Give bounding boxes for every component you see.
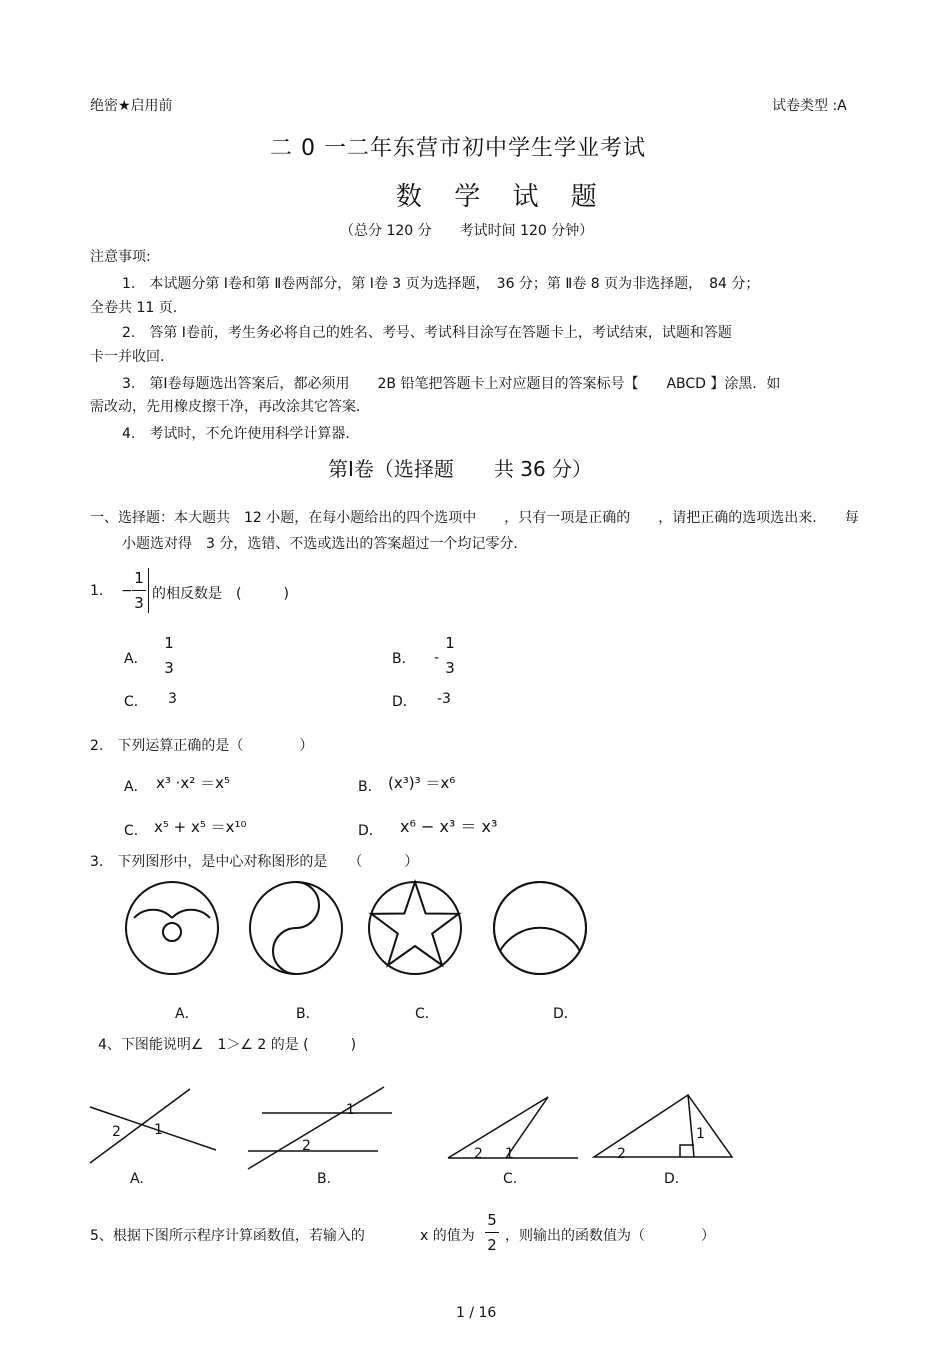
q2-stem: 2. 下列运算正确的是（ ） xyxy=(90,738,314,754)
note-line-2: 2. 答第 Ⅰ卷前，考生务必将自己的姓名、考号、考试科目涂写在答题卡上，考试结束，试题和答题 xyxy=(122,325,732,341)
q4-d-right-angle xyxy=(680,1145,694,1157)
exam-subtitle: 数 学 试 题 xyxy=(396,182,609,212)
q3-label-d: D． xyxy=(553,1006,578,1022)
q5-x-text: x 的值为 xyxy=(420,1228,475,1244)
q4-label-b: B. xyxy=(317,1171,332,1187)
q4-figures xyxy=(88,1085,738,1170)
page-number: 1 / 16 xyxy=(456,1305,497,1321)
note-line-2b: 卡一并收回. xyxy=(90,349,165,365)
q5-stem: 5、根据下图所示程序计算函数值，若输入的 xyxy=(90,1228,365,1244)
q4-a-line-2 xyxy=(90,1089,190,1163)
q1-option-b-sign: - xyxy=(434,650,440,666)
q1-fraction xyxy=(132,568,149,613)
q1-option-c-label: C． xyxy=(124,694,148,710)
q5-tail: ，则输出的函数值为（ ） xyxy=(505,1228,715,1244)
q1-stem: 的相反数是 ( ) xyxy=(152,586,289,602)
section-title: 第Ⅰ卷（选择题 共 36 分） xyxy=(328,457,593,481)
note-line-3b: 需改动，先用橡皮擦干净，再改涂其它答案. xyxy=(90,399,361,415)
q1-option-c-value: 3 xyxy=(168,691,177,707)
q1-b-top: 1 xyxy=(445,634,455,652)
q3-label-b: B． xyxy=(296,1006,320,1022)
q4-d-altitude xyxy=(688,1095,694,1157)
q1-b-bottom: 3 xyxy=(445,659,455,677)
q4-a-angle-2: 2 xyxy=(112,1124,121,1140)
q1-option-d-label: D． xyxy=(392,694,417,710)
q4-a-line-1 xyxy=(90,1107,216,1150)
q1-option-b-label: B． xyxy=(392,651,416,667)
q1-number: 1. xyxy=(90,583,104,599)
q3-figure-a xyxy=(126,882,218,974)
q1-fraction-top: 1 xyxy=(134,569,144,587)
q5-fraction xyxy=(485,1210,499,1255)
q2-option-c-expr: x⁵ + x⁵ ＝x¹⁰ xyxy=(154,818,247,836)
q3-stem: 3. 下列图形中，是中心对称图形的是 （ ） xyxy=(90,854,419,870)
q5-fraction-top: 5 xyxy=(487,1211,497,1229)
q1-option-a-label: A． xyxy=(124,651,148,667)
q1-option-d-value: -3 xyxy=(437,691,451,707)
paper-type-label: 试卷类型 :A xyxy=(772,98,847,114)
note-line-3: 3. 第Ⅰ卷每题选出答案后，都必须用 2B 铅笔把答题卡上对应题目的答案标号【 ABCD 】涂黑．如 xyxy=(122,376,781,392)
exam-meta: （总分 120 分 考试时间 120 分钟） xyxy=(340,223,594,239)
q2-option-a-expr: x³ ·x² ＝x⁵ xyxy=(156,774,230,792)
q3-label-a: A． xyxy=(175,1006,199,1022)
q1-minus: − xyxy=(121,583,133,599)
q3-figure-c xyxy=(369,882,461,974)
note-line-1: 1. 本试题分第 Ⅰ卷和第 Ⅱ卷两部分，第 Ⅰ卷 3 页为选择题， 36 分；第 Ⅱ卷 8 页为非选择题， 84 分； xyxy=(122,276,760,292)
q4-d-angle-1: 1 xyxy=(696,1126,705,1142)
q4-b-angle-1: 1 xyxy=(346,1102,355,1118)
q4-label-c: C. xyxy=(503,1171,518,1187)
q1-fraction-bottom: 3 xyxy=(134,594,144,612)
q2-option-a-label: A． xyxy=(124,779,148,795)
q1-a-bottom: 3 xyxy=(164,659,174,677)
q4-stem: 4、下图能说明∠ 1＞∠ 2 的是 ( ) xyxy=(98,1037,357,1053)
q4-d-triangle xyxy=(594,1095,732,1157)
q1-option-a-fraction xyxy=(162,633,176,678)
q2-option-c-label: C． xyxy=(124,823,148,839)
q3-label-c: C． xyxy=(415,1006,439,1022)
q4-label-a: A. xyxy=(130,1171,144,1187)
notes-title: 注意事项: xyxy=(90,249,151,265)
note-line-4: 4. 考试时，不允许使用科学计算器. xyxy=(122,426,350,442)
q4-label-d: D. xyxy=(664,1171,680,1187)
q1-a-top: 1 xyxy=(164,634,174,652)
part1-instructions: 一、选择题：本大题共 12 小题，在每小题给出的四个选项中 ，只有一项是正确的 ，请把正确的选项选出来. 每 xyxy=(90,510,859,526)
exam-title: 二 0 一二年东营市初中学生学业考试 xyxy=(270,136,646,161)
q2-option-b-label: B． xyxy=(358,779,382,795)
q4-c-angle-2: 2 xyxy=(474,1146,483,1162)
q3-figure-b xyxy=(250,882,342,974)
q5-fraction-bottom: 2 xyxy=(487,1236,497,1254)
note-line-1b: 全卷共 11 页. xyxy=(90,300,178,316)
q2-option-d-expr: x⁶ − x³ ＝ x³ xyxy=(400,817,498,836)
q4-b-angle-2: 2 xyxy=(302,1138,311,1154)
q2-option-b-expr: (x³)³ ＝x⁶ xyxy=(388,774,456,792)
q4-a-angle-1: 1 xyxy=(154,1122,163,1138)
part1-instructions-b: 小题选对得 3 分，选错、不选或选出的答案超过一个均记零分. xyxy=(122,536,518,552)
q1-option-b-fraction xyxy=(443,633,457,678)
q3-figure-d xyxy=(494,882,586,974)
q4-c-line-1 xyxy=(448,1097,548,1158)
q4-b-transversal xyxy=(248,1087,384,1169)
q4-d-angle-2: 2 xyxy=(617,1146,626,1162)
q3-figures xyxy=(120,880,600,980)
q2-option-d-label: D． xyxy=(358,823,383,839)
confidential-label: 绝密★启用前 xyxy=(90,98,173,114)
q4-c-angle-1: 1 xyxy=(505,1146,514,1162)
